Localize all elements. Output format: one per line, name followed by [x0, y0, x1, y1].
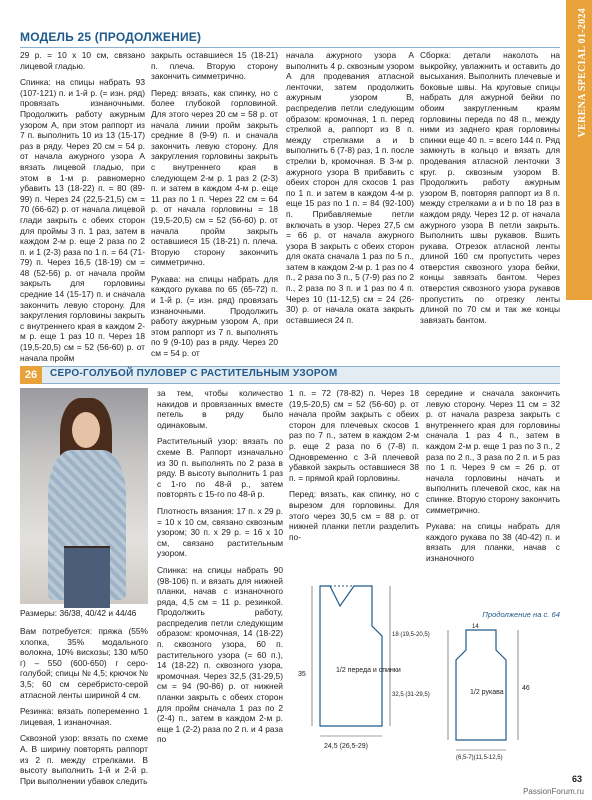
pattern-diagram-body-svg: [290, 576, 430, 758]
column-lower-1: [20, 626, 148, 792]
issue-label: VERENA SPECIAL 01-2024: [577, 8, 588, 138]
diagram2-label: 1/2 рукава: [470, 689, 504, 696]
lower2-paragraph: Растительный узор: вязать по схеме В. Раппорт изначально из 30 п. выполнять по 2 раза в ряду. В высоту выполнить 1 раз с 1-го по 48-й р., затем повторять с 15-го по 48-й р.: [157, 436, 283, 500]
col1-paragraph: 29 р. = 10 х 10 см, связано лицевой гладью.: [20, 50, 145, 71]
col2-paragraph: Рукава: на спицы набрать для каждого рукава по 65 (65-72) п. и 1-й р. (= изн. ряд) провязать изнаночными. Продолжить работу ажурным узором А, при этом раппорт из 7 п. выполнять по 9 (9-10) раз в ряду. Через 20 см = 54 р. от: [151, 273, 278, 359]
sleeve-cuff-dim: (6,5-7)(11,5-12,5): [456, 755, 503, 761]
dim-side: 32,5 (31-29,5): [392, 692, 430, 698]
side-strip: [566, 0, 592, 300]
lower2-paragraph: за тем, чтобы количество накидов и провязанных вместе петель в ряду было одинаковым.: [157, 388, 283, 430]
col3-paragraph: начала ажурного узора А выполнить 4 р. сквозным узором А для продевания атласной ленточки, затем продолжить ажурным узором В, распределив петли следующим образом: кромочная, 1 п. перед стрелкой а, раппорт из 8 п. между стрелками а и b выполнить 6 (7-8) раз, 1 п. после стрелки b, кромочная. В 3-м р. ажурного узора В прибавить с обеих сторон для скосов 1 раз по 1 п. и затем в каждом 4-м р. еще 15 раз по 1 п. = 84 (92-100) п. Прибавляемые петли включать в узор. Через 27,5 см = 66 р. от начала ажурного узора В закрыть с обеих сторон для оката сначала 1 раз по 5 п., затем в каждом 2-м р. 1 раз по 4 п., 2 раза по 3 п., 5 (7-9) раз по 2 п., 2 раза по 3 п. и 1 раз по 4 п. Через 10 (11-12,5) см = 24 (26-30) р. от начала оката закрыть оставшиеся 24 п.: [286, 50, 415, 325]
dim-width: 24,5 (26,5-29): [324, 743, 368, 750]
col2-paragraph: закрыть оставшиеся 15 (18-21) п. плеча. Вторую сторону закончить симметрично.: [151, 50, 278, 82]
continued-note: Продолжение на с. 64: [482, 610, 560, 619]
model-photo: [20, 388, 148, 604]
col4-paragraph: Сборка: детали наколоть на выкройку, увлажнить и оставить до высыхания. Выполнить плечевые и боковые швы. На круговые спицы набрать для ажурной бейки по обоим закругленным краям горловины переда по 48 п., между ними из заднего края горловины спинки еще 40 п. = всего 144 п. Ряд замкнуть в кольцо и вязать для продевания атласной ленточки 3 круг. р. сквозным узором В. Продолжить работу ажурным узором В, повторяя раппорт из 8 п. между стрелками а и b по 18 раз в каждом ряду. Через 12 р. от начала ажурного узора В петли закрыть. Выполнить швы рукавов. Вшить рукава. Отрезок атласной ленты длиной 160 см пропустить через отверстия сквозного узора бейки, концы завязать бантом. Через отверстия сквозного узора рукавов пропустить по отрезку ленты длиной по 70 см и так же концы завязать бантом.: [420, 50, 560, 325]
body-outline: [320, 586, 382, 726]
side-tab: [566, 0, 592, 800]
sleeve-length-dim: 46: [522, 685, 530, 692]
section-title: МОДЕЛЬ 25 (ПРОДОЛЖЕНИЕ): [20, 30, 560, 48]
column-3: [286, 50, 414, 331]
page-number: 63: [571, 774, 582, 784]
pattern-diagram-body: [290, 576, 430, 758]
lower1-paragraph: Вам потребуется: пряжа (55% хлопка, 35% модального волокна, 10% вискозы; 130 м/50 г) – 550 (600-650) г серо-голубой; спицы № 4,5; крючок № 3,5; 60 см серебристо-серой атласной ленты шириной 4 см.: [20, 626, 148, 700]
pattern-diagram-sleeve: [426, 620, 560, 760]
sizes-caption: Размеры: 36/38, 40/42 и 44/46: [20, 608, 137, 618]
col1-paragraph: Спинка: на спицы набрать 93 (107-121) п. и 1-й р. (= изн. ряд) провязать изнаночными. Продолжить работу ажурным узором А, при этом раппорт из 7 п. выполнить 10 из 13 (15-17) раз в ряду. Через 20 см = 54 р. от начала ажурного узора А вязать лицевой гладью, при этом в 1-м р. равномерно убавить 13 (18-22) п. = 80 (89-99) п. Через 24 (22,5-21,5) см = 70 (66-62) р. от начала лицевой глади закрыть с обеих сторон для проймы 3 п. 1 раз, затем в каждом 2-м р. еще 2 раза по 2 п. и 1 (2-3) раза по 1 п. = 64 (71-79) п. Через 16,5 (18-19) см = 48 (52-56) р. от начала пройм закрыть для горловины средние 14 (15-17) п. и сначала закончить левую сторону. Для закругления горловины закрыть с внутреннего края в каждом 2-м р. еще 1 раз 10 п. Через 18 (19,5-20,5) см = 52 (56-60) р. от начала пройм: [20, 77, 145, 363]
lower4-paragraph: Рукава: на спицы набрать для каждого рукава по 38 (40-42) п. и вязать для планки, начав с изнаночного: [426, 521, 560, 563]
column-lower-4: [426, 388, 560, 570]
model-number-badge: 26: [20, 366, 42, 384]
lower3-paragraph: 1 п. = 72 (78-82) п. Через 18 (19,5-20,5) см = 52 (56-60) р. от начала пройм закрыть с обеих сторон для плечевых скосов 1 раз по 7 п., затем в каждом 2-м р. еще 2 раза по 6 (7-8) п. Одновременно с 3-й плечевой убавкой закрыть оставшиеся 38 п. = прямой край горловины.: [289, 388, 419, 483]
sleeve-top-dim: 14: [472, 624, 479, 630]
diagram1-label: 1/2 переда и спинки: [336, 667, 401, 674]
pattern-diagram-sleeve-svg: [426, 620, 560, 760]
column-lower-3: [289, 388, 419, 548]
lower1-paragraph: Резинка: вязать попеременно 1 лицевая, 1 изнаночная.: [20, 706, 148, 727]
lower2-paragraph: Спинка: на спицы набрать 90 (98-106) п. и вязать для нижней планки, начав с изнаночного ряда, 4,5 см = 11 р. резинкой. Продолжить работу, распределив петли следующим образом: кромочная, 14 (18-22) п. сквозного узора, 60 п. растительного узора (= 60 п.), 14 (18-22) п. сквозного узора, кромочная. Через 32,5 (31-29,5) см = 94 (90-86) р. от нижней планки закрыть с обеих сторон для пройм сначала 1 раз по 2 (2-4) п., затем в каждом 2-м р. еще 1 (2-2) раза по 2 п. и 4 раза по: [157, 564, 283, 745]
column-1: [20, 50, 145, 369]
col2-paragraph: Перед: вязать, как спинку, но с более глубокой горловиной. Для этого через 20 см = 58 р. от начала линии пройм закрыть средние 8 (9-9) п. и сначала закончить левую сторону. Для закругления горловины закрыть с внутреннего края в следующем 2-м р. 1 раз 2 (2-3) п. и затем в каждом 4-м р. еще 11 раз по 1 п. Через 22 см = 64 р. от начала горловины = 18 (19,5-20,5) см = 52 (56-60) р. от начала пройм закрыть оставшиеся 15 (18-21) п. плеча. Вторую сторону закончить симметрично.: [151, 87, 278, 268]
model-title: СЕРО-ГОЛУБОЙ ПУЛОВЕР С РАСТИТЕЛЬНЫМ УЗОРОМ: [50, 368, 338, 379]
lower4-paragraph: середине и сначала закончить левую сторону. Через 11 см = 32 р. от начала разреза закрыть с внутреннего края для горловины сначала 1 раз 4 п., затем в каждом 2-м р. еще 1 раз по 3 п., 2 раза по 2 п., 3 раза по 2 п. и 5 раз по 1 п. Через 9 см = 26 р. от начала горловины начать и выполнить плечевой скос, как на спинке. Вторую сторону закончить симметрично.: [426, 388, 560, 515]
lower2-paragraph: Плотность вязания: 17 п. х 29 р. = 10 х 10 см, связано сквозным узором; 30 п. х 29 р. = 16 х 10 см, связано растительным узором.: [157, 505, 283, 559]
column-lower-2: [157, 388, 283, 751]
sleeve-outline: [456, 630, 506, 740]
dim-height: 35: [298, 671, 306, 678]
column-2: [151, 50, 278, 365]
dim-armhole: 18 (19,5-20,5): [392, 632, 430, 638]
photo-face: [72, 412, 100, 448]
lower3-paragraph: Перед: вязать, как спинку, но с вырезом для горловины. Для этого через 30,5 см = 88 р. от нижней планки петли разделить по-: [289, 489, 419, 542]
photo-jeans: [64, 548, 110, 608]
lower1-paragraph: Сквозной узор: вязать по схеме А. В ширину повторять раппорт из 2 п. между стрелками. В высоту выполнить 1-й и 2-й р. При выполнении убавок следить: [20, 733, 148, 786]
column-4: [420, 50, 560, 331]
site-watermark: PassionForum.ru: [523, 787, 584, 796]
